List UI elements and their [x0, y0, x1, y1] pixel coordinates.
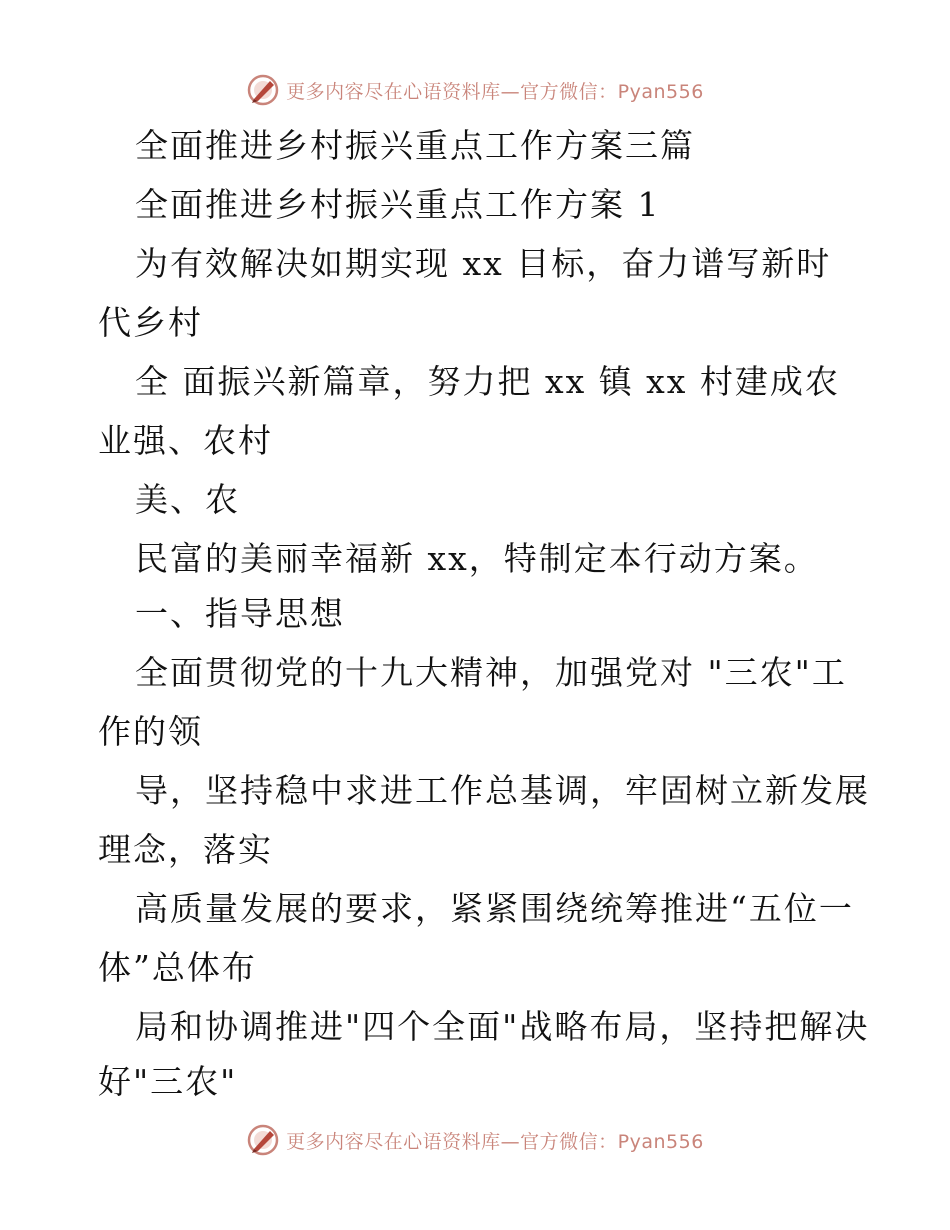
document-title: 全面推进乡村振兴重点工作方案三篇: [135, 126, 695, 165]
paragraph-line: 代乡村: [98, 303, 203, 342]
section-heading: 一、指导思想: [135, 594, 345, 633]
paragraph-line: 作的领: [98, 712, 203, 751]
paragraph-line: 民富的美丽幸福新 xx，特制定本行动方案。: [135, 539, 819, 578]
watermark-text: 更多内容尽在心语资料库—官方微信：Pyan556: [286, 80, 704, 103]
paragraph-line: 体”总体布: [98, 948, 257, 987]
watermark-banner-top: [0, 70, 950, 110]
pen-quill-logo-icon: [246, 1123, 280, 1157]
paragraph-line: 局和协调推进"四个全面"战略布局，坚持把解决: [135, 1007, 870, 1046]
paragraph-line: 为有效解决如期实现 xx 目标，奋力谱写新时: [135, 244, 832, 283]
watermark-text: 更多内容尽在心语资料库—官方微信：Pyan556: [286, 1130, 704, 1153]
watermark-banner-bottom: [0, 1120, 950, 1160]
paragraph-line: 全面贯彻党的十九大精神，加强党对 "三农"工: [135, 653, 847, 692]
paragraph-line: 理念，落实: [98, 830, 273, 869]
paragraph-line: 高质量发展的要求，紧紧围绕统筹推进“五位一: [135, 889, 854, 928]
paragraph-line: 全 面振兴新篇章，努力把 xx 镇 xx 村建成农: [135, 362, 840, 401]
pen-quill-logo-icon: [246, 73, 280, 107]
section-heading: 全面推进乡村振兴重点工作方案 1: [135, 185, 661, 224]
paragraph-line: 业强、农村: [98, 421, 273, 460]
paragraph-line: 好"三农": [98, 1062, 238, 1101]
paragraph-line: 美、农: [135, 480, 240, 519]
paragraph-line: 导，坚持稳中求进工作总基调，牢固树立新发展: [135, 771, 870, 810]
